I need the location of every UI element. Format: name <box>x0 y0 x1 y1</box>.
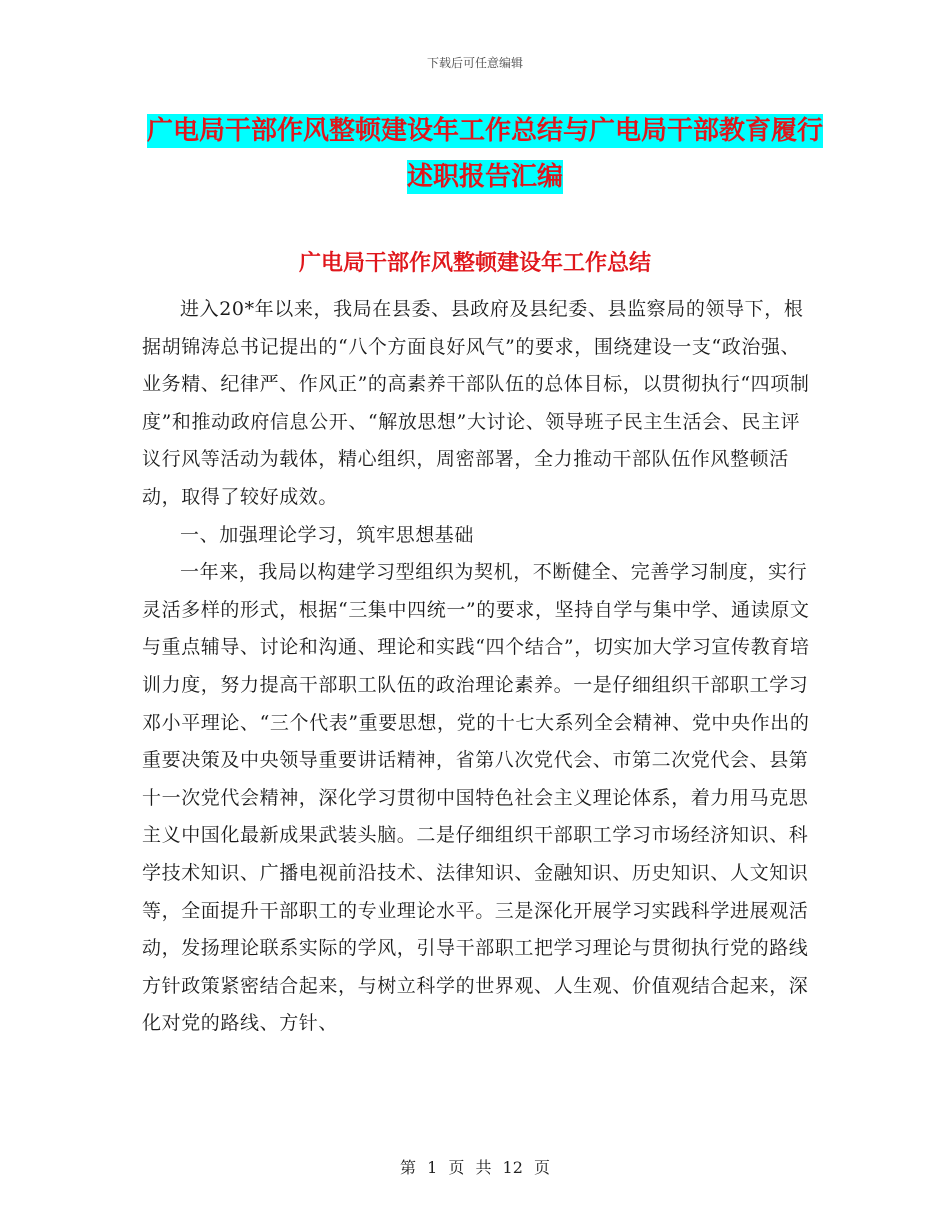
body-text <box>142 291 814 1043</box>
paragraph-intro: 进入20*年以来，我局在县委、县政府及县纪委、县监察局的领导下，根据胡锦涛总书记提出的“八个方面良好风气”的要求，围绕建设一支“政治强、业务精、纪律严、作风正”的高素养干部队伍的总体目标，以贯彻执行“四项制度”和推动政府信息公开、“解放思想”大讨论、领导班子民主生活会、民主评议行风等活动为载体，精心组织，周密部署，全力推动干部队伍作风整顿活动，取得了较好成效。 <box>142 298 810 508</box>
section-title: 广电局干部作风整顿建设年工作总结 <box>298 251 651 276</box>
paragraph-study: 一年来，我局以构建学习型组织为契机，不断健全、完善学习制度，实行灵活多样的形式，根据“三集中四统一”的要求，坚持自学与集中学、通读原文与重点辅导、讨论和沟通、理论和实践“四个结合”，切实加大学习宣传教育培训力度，努力提高干部职工队伍的政治理论素养。一是仔细组织干部职工学习邓小平理论、“三个代表”重要思想，党的十七大系列全会精神、党中央作出的重要决策及中央领导重要讲话精神，省第八次党代会、市第二次党代会、县第十一次党代会精神，深化学习贯彻中国特色社会主义理论体系，着力用马克思主义中国化最新成果武装头脑。二是仔细组织干部职工学习市场经济知识、科学技术知识、广播电视前沿技术、法律知识、金融知识、历史知识、人文知识等，全面提升干部职工的专业理论水平。三是深化开展学习实践科学进展观活动，发扬理论联系实际的学风，引导干部职工把学习理论与贯彻执行党的路线方针政策紧密结合起来，与树立科学的世界观、人生观、价值观结合起来，深化对党的路线、方针、 <box>142 561 810 1035</box>
document-title-text: 广电局干部作风整顿建设年工作总结与广电局干部教育履行述职报告汇编 <box>146 116 823 192</box>
page-header-note: 下载后可任意编辑 <box>426 56 523 70</box>
paragraph-heading-1: 一、加强理论学习，筑牢思想基础 <box>180 523 475 546</box>
page-footer: 第 1 页 共 12 页 <box>400 1158 550 1177</box>
document-title <box>140 108 830 200</box>
